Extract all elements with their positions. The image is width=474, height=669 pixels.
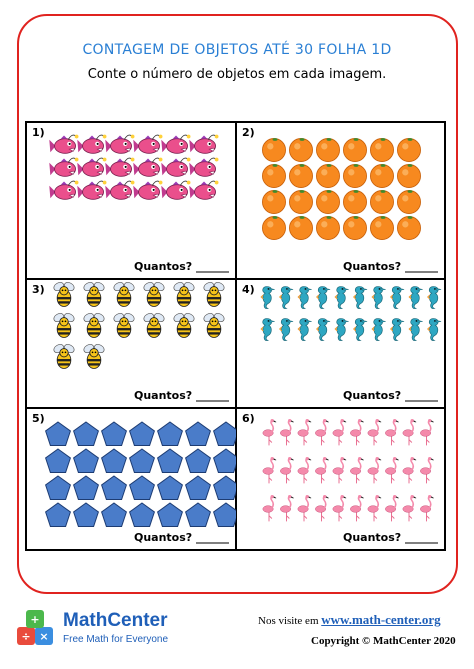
bee-icon (82, 343, 105, 369)
seahorse-icon (428, 319, 441, 341)
pentagon-icon (74, 476, 99, 500)
pentagon-icon (214, 422, 237, 446)
flamingo-icon (420, 419, 433, 445)
orange-icon (316, 216, 339, 239)
orange-icon (289, 138, 312, 161)
exercise-cell-1 (26, 122, 236, 279)
mathcenter-logo (15, 607, 57, 649)
bee-icon (52, 343, 75, 369)
flamingo-icon (280, 457, 293, 483)
orange-icon (343, 216, 366, 239)
exercise-cell-2 (236, 122, 445, 279)
seahorse-icon (298, 287, 311, 309)
bee-icon (202, 312, 225, 338)
svg-text:÷: ÷ (21, 630, 31, 643)
page-title: CONTAGEM DE OBJETOS ATÉ 30 FOLHA 1D (82, 42, 392, 58)
pentagon-icon (214, 449, 237, 473)
pentagon-icon (46, 449, 71, 473)
anglerfish-icon (161, 135, 190, 154)
anglerfish-icon (161, 158, 190, 177)
orange-icon (370, 138, 393, 161)
exercise-cell-5 (26, 408, 236, 550)
seahorse-icon (280, 287, 293, 309)
pentagon-icon (46, 503, 71, 527)
flamingo-icon (315, 457, 328, 483)
pentagon-icon (46, 422, 71, 446)
orange-icon (397, 164, 420, 187)
flamingo-icon (385, 495, 398, 521)
flamingo-icon (350, 419, 363, 445)
bee-icon (82, 281, 105, 307)
flamingo-icon (263, 495, 276, 521)
flamingo-group (237, 409, 446, 551)
pentagon-icon (186, 422, 211, 446)
pentagon-icon (102, 449, 127, 473)
pentagon-icon (74, 422, 99, 446)
orange-icon (262, 138, 285, 161)
bee-icon (52, 281, 75, 307)
answer-prompt: Quantos? ______ (342, 531, 438, 544)
anglerfish-icon (133, 181, 162, 200)
seahorse-icon (317, 319, 330, 341)
flamingo-icon (298, 495, 311, 521)
seahorse-icon (280, 319, 293, 341)
anglerfish-icon (189, 158, 218, 177)
seahorse-icon (391, 319, 404, 341)
orange-icon (343, 164, 366, 187)
bee-icon (142, 312, 165, 338)
answer-prompt: Quantos? ______ (342, 389, 438, 402)
seahorse-icon (354, 319, 367, 341)
instruction-text: Conte o número de objetos em cada imagem. (87, 67, 387, 82)
orange-icon (289, 164, 312, 187)
seahorse-icon (354, 287, 367, 309)
orange-icon (262, 216, 285, 239)
flamingo-icon (420, 495, 433, 521)
exercise-grid (25, 121, 446, 551)
flamingo-icon (263, 419, 276, 445)
pentagon-icon (186, 449, 211, 473)
pentagon-icon (158, 503, 183, 527)
answer-prompt: Quantos? ______ (133, 389, 229, 402)
anglerfish-icon (77, 135, 106, 154)
anglerfish-group (27, 123, 237, 280)
flamingo-icon (403, 457, 416, 483)
flamingo-icon (403, 495, 416, 521)
answer-prompt: Quantos? ______ (133, 260, 229, 273)
anglerfish-icon (49, 181, 78, 200)
pentagon-icon (130, 422, 155, 446)
flamingo-icon (350, 495, 363, 521)
flamingo-icon (350, 457, 363, 483)
brand-name: MathCenter (63, 610, 168, 631)
exercise-cell-6 (236, 408, 445, 550)
pentagon-icon (46, 476, 71, 500)
anglerfish-icon (161, 181, 190, 200)
pentagon-icon (130, 449, 155, 473)
flamingo-icon (315, 419, 328, 445)
orange-icon (343, 138, 366, 161)
flamingo-icon (368, 419, 381, 445)
orange-icon (343, 190, 366, 213)
pentagon-icon (74, 449, 99, 473)
bee-icon (142, 281, 165, 307)
bee-icon (202, 281, 225, 307)
orange-icon (370, 164, 393, 187)
exercise-number: 6) (242, 412, 255, 425)
seahorse-icon (409, 287, 422, 309)
pentagon-icon (74, 503, 99, 527)
flamingo-icon (420, 457, 433, 483)
flamingo-icon (333, 457, 346, 483)
exercise-number: 3) (32, 283, 45, 296)
flamingo-icon (385, 419, 398, 445)
pentagon-icon (158, 422, 183, 446)
anglerfish-icon (77, 181, 106, 200)
answer-prompt: Quantos? ______ (133, 531, 229, 544)
flamingo-icon (315, 495, 328, 521)
answer-prompt: Quantos? ______ (342, 260, 438, 273)
exercise-number: 2) (242, 126, 255, 139)
pentagon-icon (130, 503, 155, 527)
anglerfish-icon (189, 181, 218, 200)
pentagon-group (27, 409, 237, 551)
flamingo-icon (333, 495, 346, 521)
seahorse-icon (391, 287, 404, 309)
bee-icon (52, 312, 75, 338)
exercise-cell-4 (236, 279, 445, 408)
flamingo-icon (368, 495, 381, 521)
bee-icon (112, 281, 135, 307)
orange-icon (316, 190, 339, 213)
flamingo-icon (298, 419, 311, 445)
seahorse-icon (317, 287, 330, 309)
pentagon-icon (186, 503, 211, 527)
flamingo-icon (403, 419, 416, 445)
bee-icon (172, 312, 195, 338)
visit-line (258, 612, 441, 628)
orange-icon (289, 216, 312, 239)
visit-prefix: Nos visite em (258, 615, 319, 627)
orange-icon (370, 216, 393, 239)
svg-text:+: + (30, 613, 40, 626)
flamingo-icon (385, 457, 398, 483)
exercise-number: 5) (32, 412, 45, 425)
seahorse-icon (335, 287, 348, 309)
orange-icon (289, 190, 312, 213)
brand-tagline: Free Math for Everyone (63, 634, 169, 645)
flamingo-icon (368, 457, 381, 483)
orange-icon (262, 190, 285, 213)
seahorse-icon (372, 287, 385, 309)
seahorse-icon (335, 319, 348, 341)
seahorse-icon (261, 319, 274, 341)
seahorse-icon (372, 319, 385, 341)
bee-icon (112, 312, 135, 338)
pentagon-icon (102, 422, 127, 446)
orange-icon (397, 190, 420, 213)
anglerfish-icon (49, 158, 78, 177)
pentagon-icon (102, 503, 127, 527)
exercise-number: 1) (32, 126, 45, 139)
anglerfish-icon (77, 158, 106, 177)
seahorse-icon (298, 319, 311, 341)
anglerfish-icon (133, 158, 162, 177)
flamingo-icon (298, 457, 311, 483)
pentagon-icon (214, 503, 237, 527)
pentagon-icon (158, 476, 183, 500)
flamingo-icon (280, 495, 293, 521)
orange-icon (316, 164, 339, 187)
pentagon-icon (158, 449, 183, 473)
seahorse-icon (261, 287, 274, 309)
anglerfish-icon (189, 135, 218, 154)
exercise-cell-3 (26, 279, 236, 408)
pentagon-icon (130, 476, 155, 500)
flamingo-icon (280, 419, 293, 445)
orange-icon (262, 164, 285, 187)
seahorse-icon (428, 287, 441, 309)
orange-icon (397, 216, 420, 239)
orange-icon (316, 138, 339, 161)
svg-text:×: × (39, 630, 49, 643)
orange-group (237, 123, 446, 280)
pentagon-icon (214, 476, 237, 500)
anglerfish-icon (133, 135, 162, 154)
anglerfish-icon (105, 158, 134, 177)
orange-icon (397, 138, 420, 161)
exercise-number: 4) (242, 283, 255, 296)
bee-icon (82, 312, 105, 338)
anglerfish-icon (105, 135, 134, 154)
pentagon-icon (102, 476, 127, 500)
anglerfish-icon (105, 181, 134, 200)
flamingo-icon (333, 419, 346, 445)
seahorse-icon (409, 319, 422, 341)
flamingo-icon (263, 457, 276, 483)
anglerfish-icon (49, 135, 78, 154)
copyright-text: Copyright © MathCenter 2020 (311, 635, 456, 647)
website-link[interactable]: www.math-center.org (321, 612, 441, 627)
pentagon-icon (186, 476, 211, 500)
orange-icon (370, 190, 393, 213)
bee-icon (172, 281, 195, 307)
